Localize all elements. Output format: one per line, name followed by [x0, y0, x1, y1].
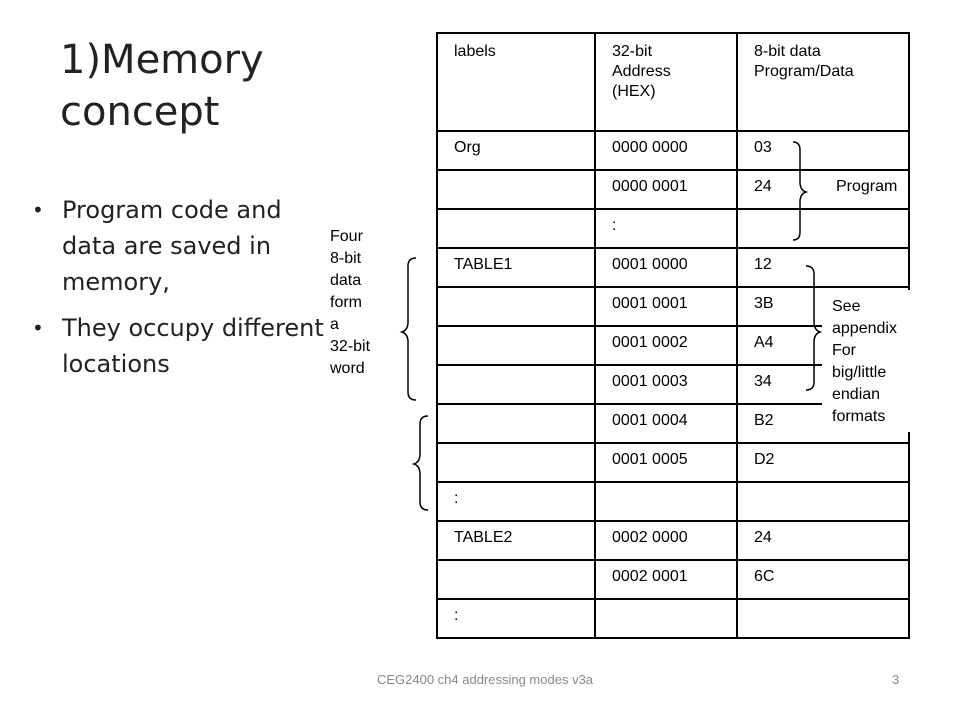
cell-data: 34: [737, 365, 909, 404]
endian-annotation: See appendix For big/little endian formats: [822, 290, 924, 432]
table-row: [437, 482, 909, 521]
table-row: [437, 599, 909, 638]
cell-label: [437, 365, 595, 404]
cell-label: [437, 560, 595, 599]
cell-label: [437, 326, 595, 365]
cell-label: Org: [437, 131, 595, 170]
header-data: 8-bit data Program/Data: [737, 33, 909, 131]
cell-address: 0001 0004: [595, 404, 737, 443]
cell-data: 6C: [737, 560, 909, 599]
cell-address: [595, 482, 737, 521]
cell-label: TABLE1: [437, 248, 595, 287]
table-header-row: [437, 33, 909, 131]
cell-label: TABLE2: [437, 521, 595, 560]
cell-data: A4: [737, 326, 909, 365]
program-annotation: Program: [836, 178, 898, 195]
cell-address: 0000 0001: [595, 170, 737, 209]
cell-data: [737, 209, 909, 248]
header-address: 32-bit Address (HEX): [595, 33, 737, 131]
cell-label: [437, 287, 595, 326]
cell-data: [737, 482, 909, 521]
footer-text: CEG2400 ch4 addressing modes v3a: [376, 672, 594, 687]
cell-address: 0002 0000: [595, 521, 737, 560]
cell-label: [437, 404, 595, 443]
slide-title: 1)Memory concept: [60, 37, 264, 135]
cell-data: 24: [737, 170, 909, 209]
cell-address: 0001 0005: [595, 443, 737, 482]
bullet-dot-icon: •: [32, 198, 44, 222]
cell-data: 24: [737, 521, 909, 560]
cell-address: 0002 0001: [595, 560, 737, 599]
cell-label: :: [437, 599, 595, 638]
bullet-item: [32, 310, 332, 382]
table-row: [437, 560, 909, 599]
page-number: 3: [892, 672, 900, 687]
cell-data: 3B: [737, 287, 909, 326]
cell-data: 03: [737, 131, 909, 170]
table-row: [437, 248, 909, 287]
bullet-item: [32, 192, 332, 300]
cell-address: 0001 0002: [595, 326, 737, 365]
table-row: [437, 209, 909, 248]
cell-data: D2: [737, 443, 909, 482]
cell-data: [737, 599, 909, 638]
cell-address: 0001 0003: [595, 365, 737, 404]
cell-address: 0000 0000: [595, 131, 737, 170]
table-row: [437, 521, 909, 560]
bullet-list: [32, 192, 332, 392]
cell-address: 0001 0000: [595, 248, 737, 287]
bullet-dot-icon: •: [32, 316, 44, 340]
cell-label: [437, 170, 595, 209]
table-row: [437, 131, 909, 170]
cell-address: 0001 0001: [595, 287, 737, 326]
cell-label: [437, 443, 595, 482]
cell-address: [595, 599, 737, 638]
header-labels: labels: [437, 33, 595, 131]
word-brace-upper-icon: [402, 258, 416, 400]
table-row: [437, 443, 909, 482]
cell-label: :: [437, 482, 595, 521]
cell-data: 12: [737, 248, 909, 287]
cell-label: [437, 209, 595, 248]
cell-data: B2: [737, 404, 909, 443]
cell-address: :: [595, 209, 737, 248]
word-brace-lower-icon: [414, 416, 428, 510]
four-bytes-word-note: Four 8-bit data form a 32-bit word: [330, 228, 371, 377]
bullet-text: Program code and data are saved in memory,: [62, 196, 282, 296]
bullet-text: They occupy different locations: [62, 314, 324, 378]
